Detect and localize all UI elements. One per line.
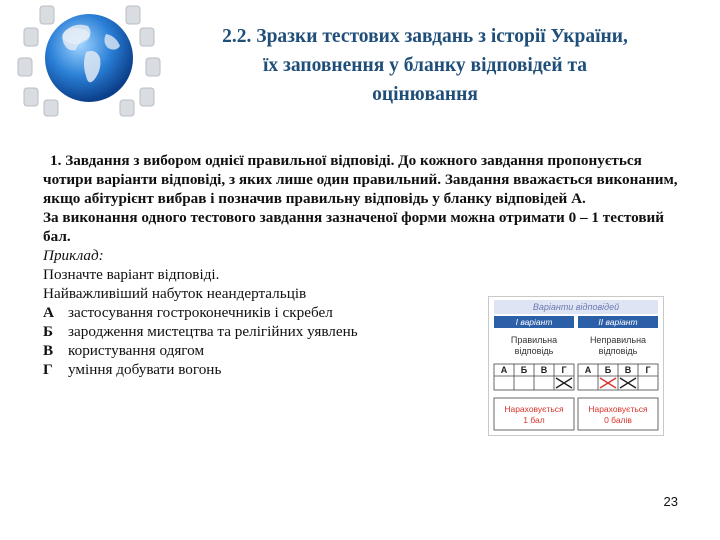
grid1-letter-g: Г bbox=[561, 365, 567, 375]
grid1-letter-a: А bbox=[500, 365, 508, 375]
grid2-letter-b: Б bbox=[604, 365, 612, 375]
page-number: 23 bbox=[663, 494, 678, 509]
score-2-line1: Нараховується bbox=[588, 404, 648, 414]
question-text: Найважливіший набуток неандертальців bbox=[43, 285, 307, 302]
option-text: застосування гостроконечників і скребел bbox=[68, 304, 333, 321]
option-letter: Б bbox=[43, 323, 54, 340]
grid1-letter-b: Б bbox=[520, 365, 528, 375]
answer-sheet-example bbox=[488, 296, 664, 436]
grid2-letter-a: А bbox=[584, 365, 592, 375]
score-2-line2: 0 балів bbox=[604, 415, 632, 425]
instruction-text: Позначте варіант відповіді. bbox=[43, 266, 220, 283]
variant-1-label: І варіант bbox=[515, 317, 553, 327]
grid2-letter-g: Г bbox=[645, 365, 651, 375]
option-letter: В bbox=[43, 342, 54, 359]
option-letter: А bbox=[43, 304, 54, 321]
slide-title bbox=[165, 22, 685, 109]
grid1-letter-v: В bbox=[540, 365, 548, 375]
variant-2-label: ІІ варіант bbox=[598, 317, 638, 327]
incorrect-answer-line2: відповідь bbox=[598, 346, 638, 356]
example-label: Приклад: bbox=[43, 247, 104, 264]
task-description: 1. Завдання з вибором однієї правильної відповіді. До кожного завдання пропонується чотири варіанти відповіді, з яких лише один правильний. Завдання вважається виконаним, якщо абітурієнт вибрав і позначив правильну відповідь у бланку відповідей А. bbox=[43, 152, 678, 207]
scoring-rule: За виконання одного тестового завдання зазначеної форми можна отримати 0 – 1 тестовий бал. bbox=[43, 209, 665, 245]
grid2-letter-v: В bbox=[624, 365, 632, 375]
correct-answer-line2: відповідь bbox=[514, 346, 554, 356]
title-line-2: їх заповнення у бланку відповідей та bbox=[262, 55, 588, 76]
correct-answer-line1: Правильна bbox=[510, 335, 558, 345]
title-line-1: 2.2. Зразки тестових завдань з історії України, bbox=[222, 26, 628, 47]
panel-header: Варіанти відповідей bbox=[532, 302, 620, 312]
globe-chairs-logo bbox=[14, 0, 164, 120]
title-line-3: оцінювання bbox=[372, 84, 478, 105]
option-text: зародження мистецтва та релігійних уявлень bbox=[68, 323, 358, 340]
incorrect-answer-line1: Неправильна bbox=[589, 335, 647, 345]
option-text: користування одягом bbox=[68, 342, 205, 359]
option-text: уміння добувати вогонь bbox=[68, 361, 222, 378]
score-1-line1: Нараховується bbox=[504, 404, 564, 414]
score-1-line2: 1 бал bbox=[523, 415, 545, 425]
option-letter: Г bbox=[43, 361, 53, 378]
